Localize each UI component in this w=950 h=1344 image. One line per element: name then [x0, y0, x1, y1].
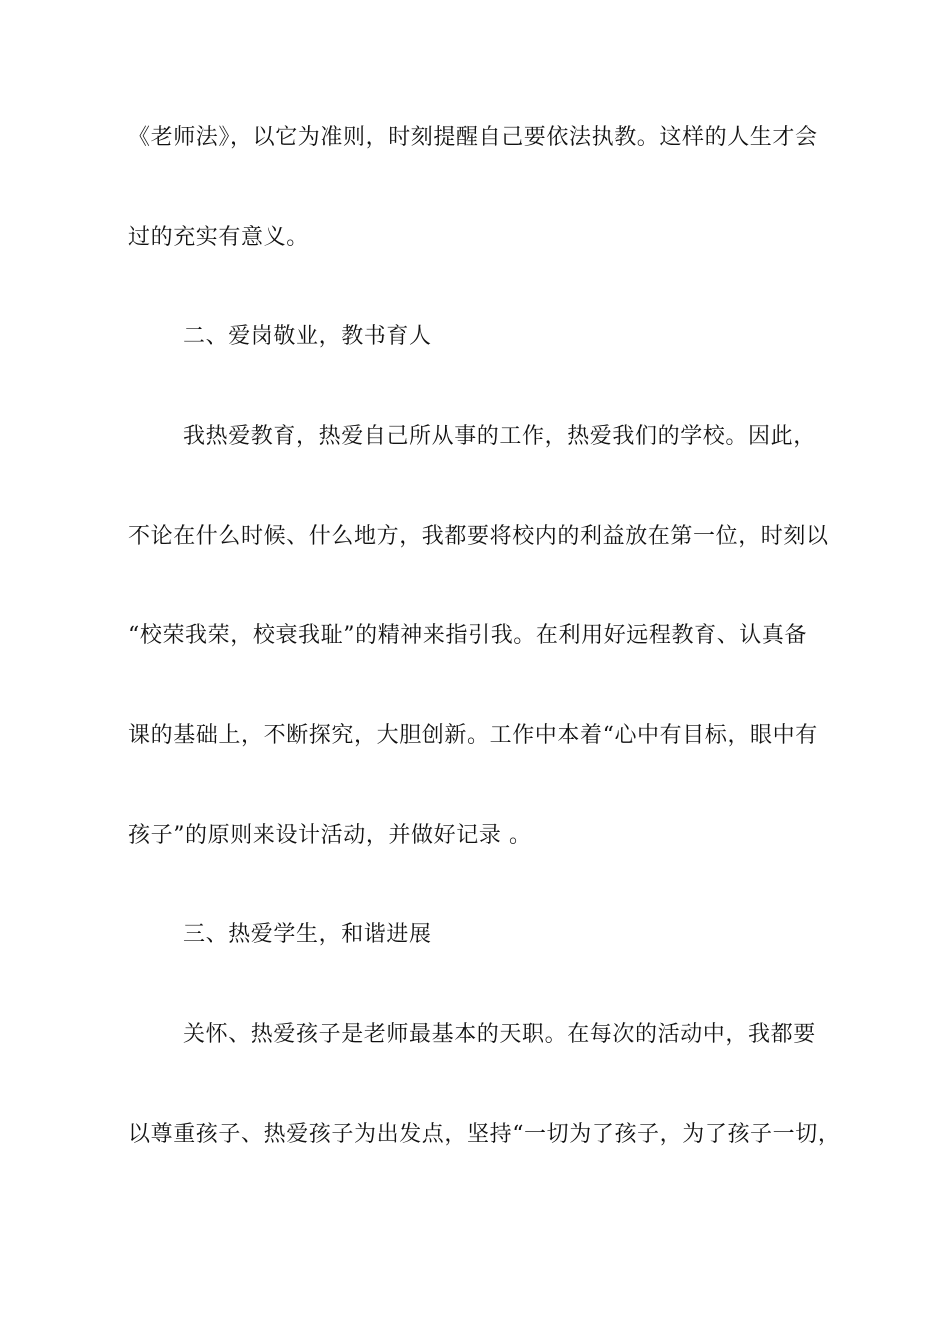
paragraph-line: 不论在什么时候、什么地方，我都要将校内的利益放在第一位，时刻以 [128, 524, 829, 549]
paragraph-line: 关怀、热爱孩子是老师最基本的天职。在每次的活动中，我都要 [183, 1022, 816, 1047]
paragraph-line: 《老师法》，以它为准则，时刻提醒自己要依法执教。这样的人生才会 [128, 125, 818, 150]
paragraph-line: 课的基础上，不断探究，大胆创新。工作中本着“心中有目标，眼中有 [128, 723, 818, 748]
section-heading: 三、热爱学生，和谐进展 [183, 922, 432, 947]
paragraph-line: 我热爱教育，热爱自己所从事的工作，热爱我们的学校。因此， [183, 424, 816, 449]
paragraph-line: “校荣我荣，校衰我耻”的精神来指引我。在利用好远程教育、认真备 [128, 623, 808, 648]
paragraph-line: 孩子”的原则来设计活动，并做好记录 。 [128, 823, 532, 848]
paragraph-line: 以尊重孩子、热爱孩子为出发点，坚持“一切为了孩子，为了孩子一切， [128, 1122, 841, 1147]
section-heading: 二、爱岗敬业，教书育人 [183, 324, 432, 349]
paragraph-line: 过的充实有意义。 [128, 225, 309, 250]
